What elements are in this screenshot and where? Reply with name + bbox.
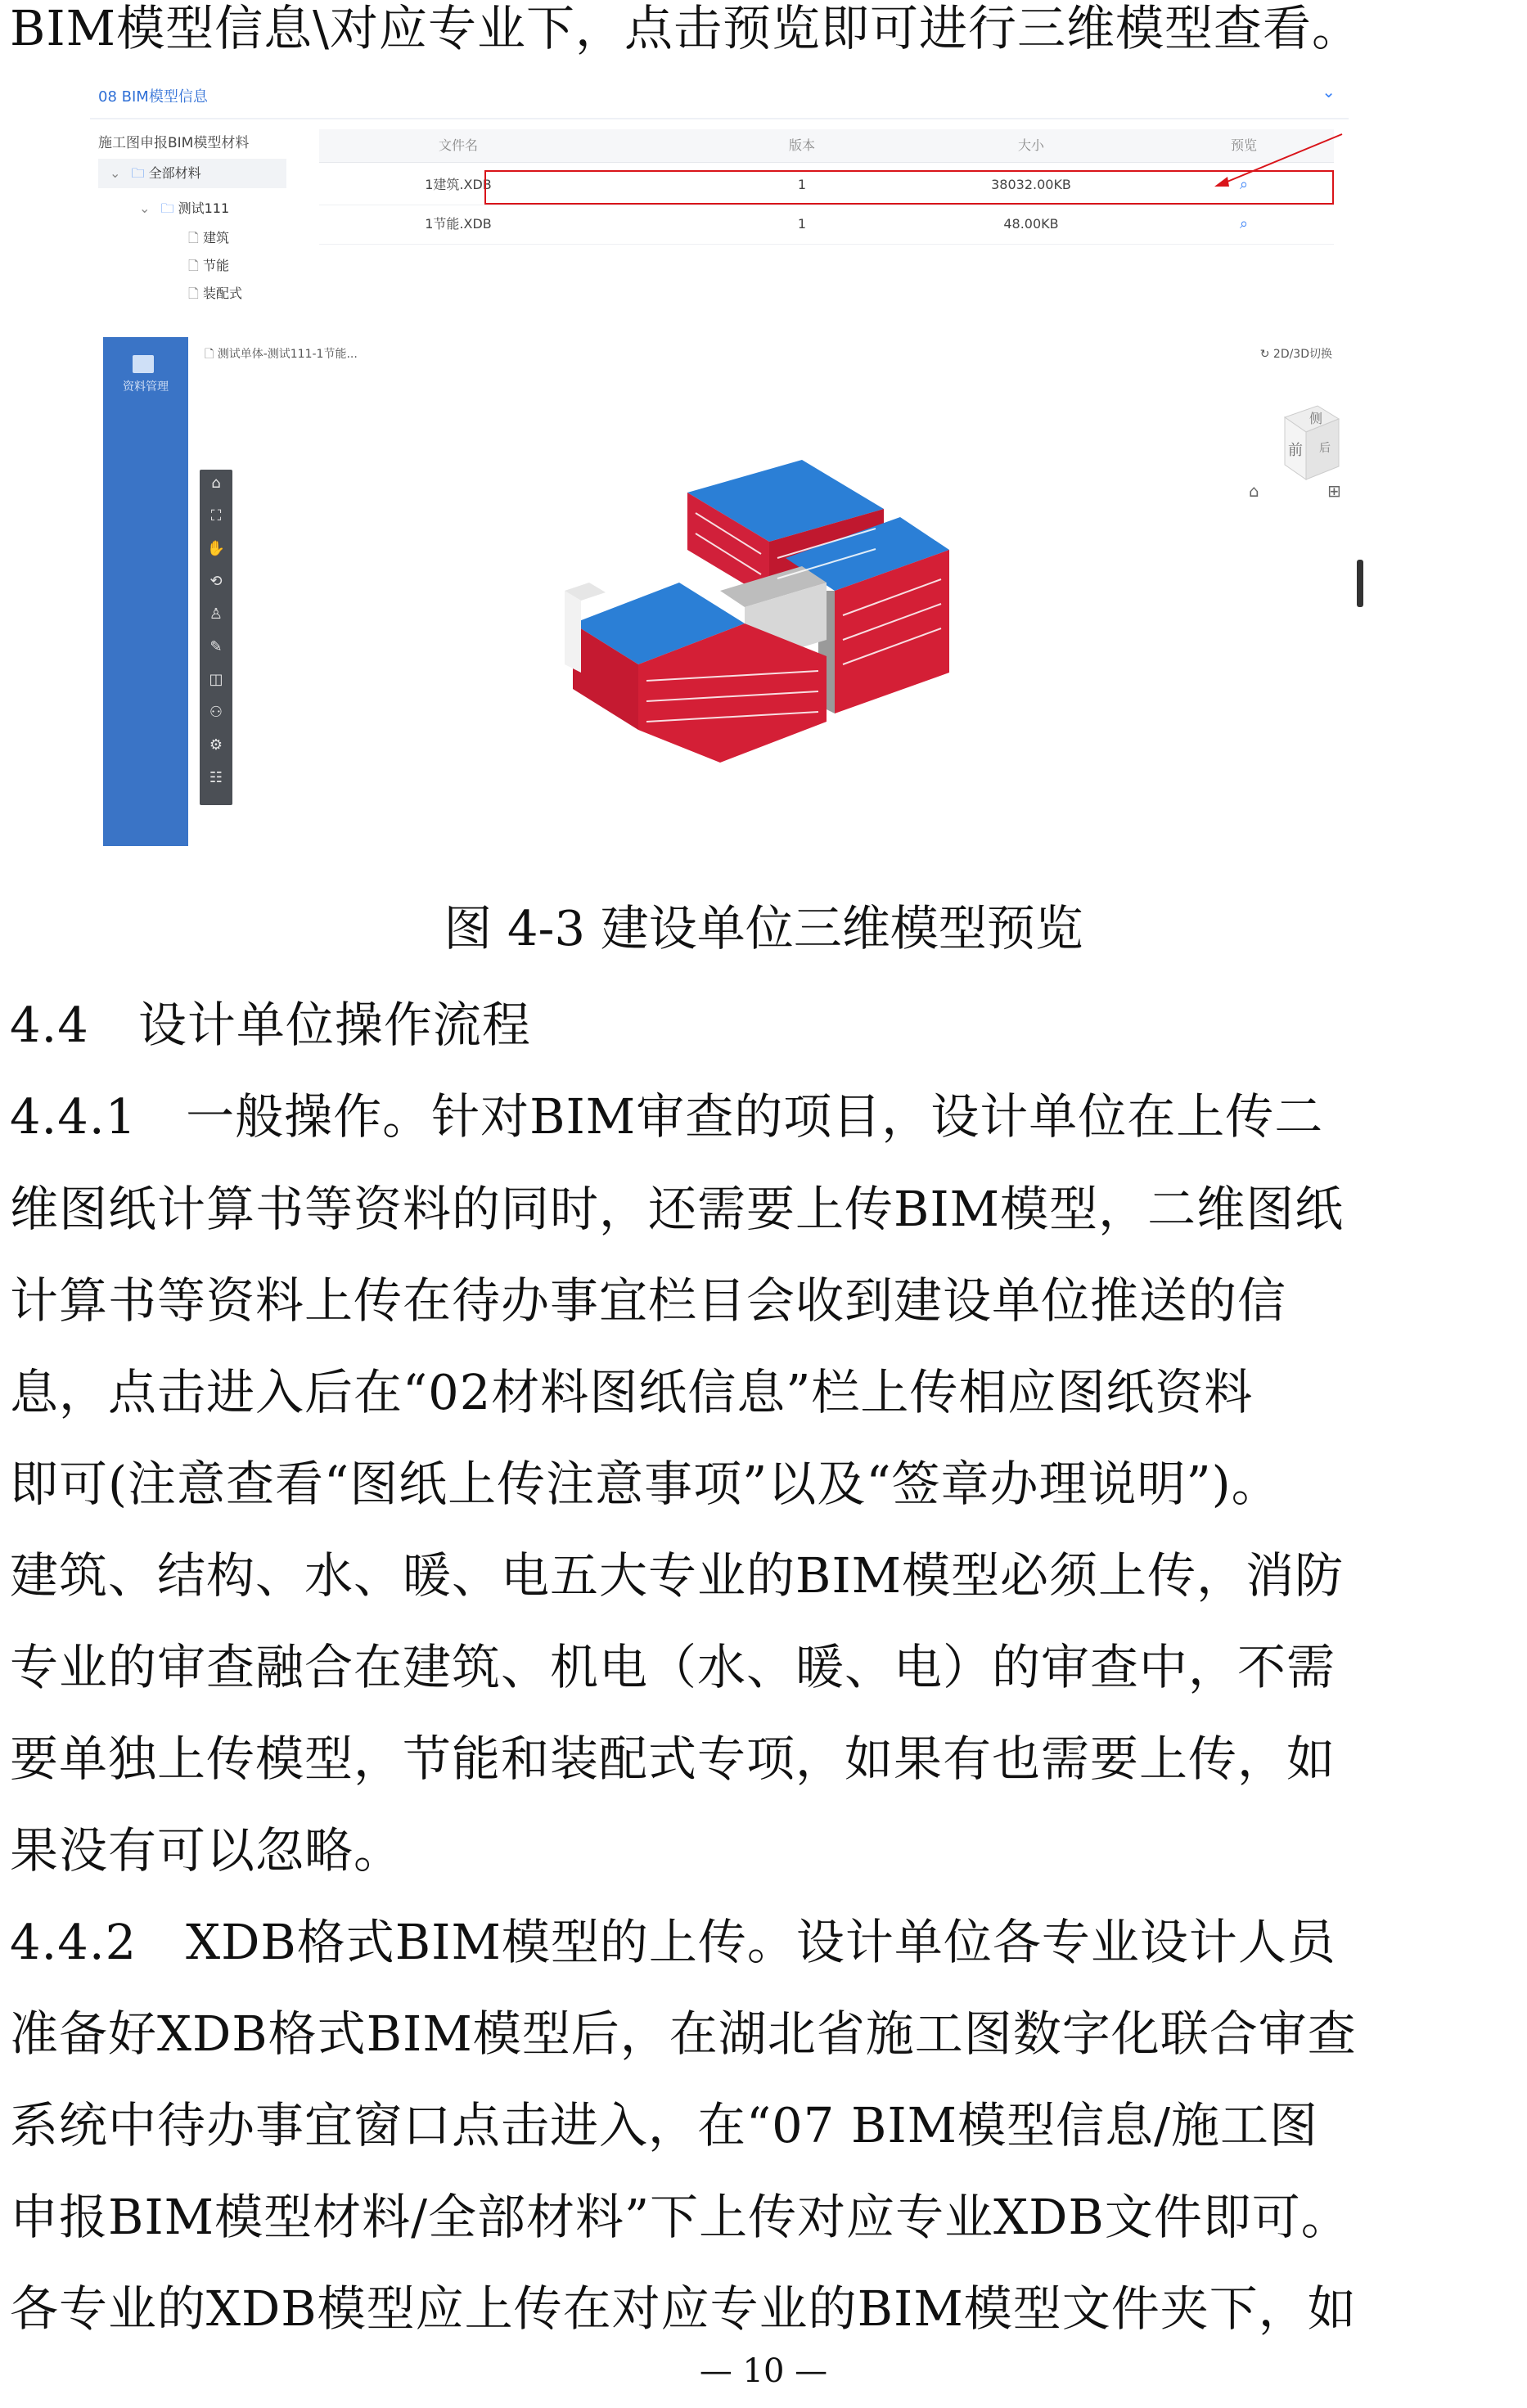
text-line: 维图纸计算书等资料的同时，还需要上传BIM模型，二维图纸 bbox=[10, 1181, 1345, 1237]
tree-label: 节能 bbox=[202, 258, 229, 273]
file-name: 1节能.XDB bbox=[425, 216, 492, 232]
figure-caption: 图 4-3 建设单位三维模型预览 bbox=[444, 900, 1083, 956]
fit-icon[interactable]: ⛶ bbox=[210, 507, 222, 524]
home-icon[interactable]: ⌂ bbox=[211, 475, 221, 492]
settings-icon[interactable]: ⚙ bbox=[209, 736, 223, 754]
text-line: 4.4.2 XDB格式BIM模型的上传。设计单位各专业设计人员 bbox=[10, 1914, 1336, 1970]
text-line: 申报BIM模型材料/全部材料”下上传对应专业XDB文件即可。 bbox=[10, 2189, 1350, 2245]
file-version: 1 bbox=[797, 216, 807, 232]
tree-item-architecture[interactable] bbox=[188, 227, 229, 251]
tree-label: 装配式 bbox=[202, 286, 242, 301]
annotation-arrow bbox=[1203, 129, 1350, 195]
column-header: 文件名 bbox=[438, 137, 478, 153]
refresh-icon: ↻ bbox=[1259, 348, 1270, 361]
table-row[interactable] bbox=[319, 205, 1334, 245]
sidebar bbox=[103, 337, 188, 846]
model-viewer bbox=[90, 337, 1375, 846]
text-line: 系统中待办事宜窗口点击进入，在“07 BIM模型信息/施工图 bbox=[10, 2097, 1318, 2154]
text-line: 计算书等资料上传在待办事宜栏目会收到建设单位推送的信 bbox=[10, 1272, 1287, 1329]
building-model[interactable] bbox=[556, 460, 1047, 787]
breadcrumb bbox=[205, 345, 358, 365]
material-tree bbox=[90, 119, 303, 316]
text-line: 果没有可以忽略。 bbox=[10, 1822, 403, 1879]
sidebar-item-label[interactable]: 资料管理 bbox=[123, 380, 169, 394]
cube-top-label: 侧 bbox=[1309, 411, 1323, 426]
table-header bbox=[319, 129, 1334, 163]
switch-label: 2D/3D切换 bbox=[1272, 348, 1332, 361]
page-number: — 10 — bbox=[699, 2352, 828, 2390]
file-name: 1建筑.XDB bbox=[425, 177, 492, 192]
panel-header[interactable] bbox=[90, 72, 1349, 119]
panel-title: 08 BIM模型信息 bbox=[98, 88, 208, 106]
properties-icon[interactable]: ☷ bbox=[209, 769, 223, 786]
text-line: 各专业的XDB模型应上传在对应专业的BIM模型文件夹下，如 bbox=[10, 2280, 1357, 2337]
grid-icon[interactable]: ⊞ bbox=[1327, 481, 1341, 501]
bim-file-panel bbox=[90, 72, 1349, 316]
document-icon[interactable] bbox=[133, 355, 154, 373]
tree-item-all[interactable] bbox=[98, 159, 286, 188]
tree-label: 建筑 bbox=[202, 230, 229, 245]
file-version: 1 bbox=[797, 177, 807, 192]
folder-icon: 🗀 bbox=[131, 165, 145, 181]
preview-icon[interactable]: ⌕ bbox=[1239, 176, 1249, 193]
tree-label: 全部材料 bbox=[148, 165, 201, 181]
chevron-down-icon: ⌄ bbox=[110, 165, 121, 181]
file-size: 48.00KB bbox=[1003, 216, 1059, 232]
file-size: 38032.00KB bbox=[991, 177, 1071, 192]
column-header: 预览 bbox=[1230, 137, 1257, 153]
orbit-icon[interactable]: ⟲ bbox=[209, 573, 223, 590]
tree-label: 测试111 bbox=[178, 200, 230, 216]
preview-icon[interactable]: ⌕ bbox=[1239, 215, 1249, 232]
chevron-down-icon: ⌄ bbox=[139, 200, 151, 216]
column-header: 大小 bbox=[1017, 137, 1044, 153]
text-line: 4.4.1 一般操作。针对BIM审查的项目，设计单位在上传二 bbox=[10, 1088, 1324, 1145]
section-icon[interactable]: ◫ bbox=[209, 671, 223, 688]
home-icon[interactable]: ⌂ bbox=[1249, 481, 1259, 501]
file-icon: 🗋 bbox=[188, 258, 199, 273]
text-line: 要单独上传模型，节能和装配式专项，如果有也需要上传，如 bbox=[10, 1731, 1336, 1787]
measure-icon[interactable]: ✎ bbox=[209, 638, 223, 655]
column-header: 版本 bbox=[788, 137, 815, 153]
breadcrumb-text: 测试单体-测试111-1节能... bbox=[217, 348, 358, 361]
text-line: 息，点击进入后在“02材料图纸信息”栏上传相应图纸资料 bbox=[10, 1364, 1254, 1420]
structure-icon[interactable]: ⚇ bbox=[209, 704, 223, 721]
folder-icon: 🗀 bbox=[160, 200, 174, 216]
section-heading: 4.4 设计单位操作流程 bbox=[10, 997, 531, 1053]
text-line: BIM模型信息\对应专业下，点击预览即可进行三维模型查看。 bbox=[10, 0, 1361, 56]
cube-side-label: 后 bbox=[1319, 442, 1331, 455]
text-line: 准备好XDB格式BIM模型后，在湖北省施工图数字化联合审查 bbox=[10, 2005, 1357, 2062]
tree-item-test[interactable] bbox=[139, 198, 229, 222]
view-cube[interactable] bbox=[1268, 401, 1344, 489]
cube-front-label: 前 bbox=[1288, 442, 1303, 459]
hand-icon[interactable]: ✋ bbox=[206, 540, 226, 557]
file-icon: 🗋 bbox=[205, 348, 214, 361]
text-line: 即可(注意查看“图纸上传注意事项”以及“签章办理说明”)。 bbox=[10, 1456, 1281, 1512]
file-icon: 🗋 bbox=[188, 230, 199, 245]
chevron-down-icon[interactable]: ⌄ bbox=[1322, 82, 1336, 101]
text-line: 建筑、结构、水、暖、电五大专业的BIM模型必须上传，消防 bbox=[10, 1547, 1345, 1604]
person-icon[interactable]: ♙ bbox=[209, 605, 223, 623]
scrollbar[interactable] bbox=[1357, 560, 1363, 607]
tree-title: 施工图申报BIM模型材料 bbox=[98, 135, 250, 151]
viewer-toolbar bbox=[200, 470, 232, 805]
text-line: 专业的审查融合在建筑、机电（水、暖、电）的审查中，不需 bbox=[10, 1639, 1336, 1695]
file-icon: 🗋 bbox=[188, 286, 199, 301]
view-switch-button[interactable] bbox=[1260, 345, 1332, 362]
tree-item-energy[interactable] bbox=[188, 255, 229, 279]
tree-item-prefab[interactable] bbox=[188, 283, 242, 307]
